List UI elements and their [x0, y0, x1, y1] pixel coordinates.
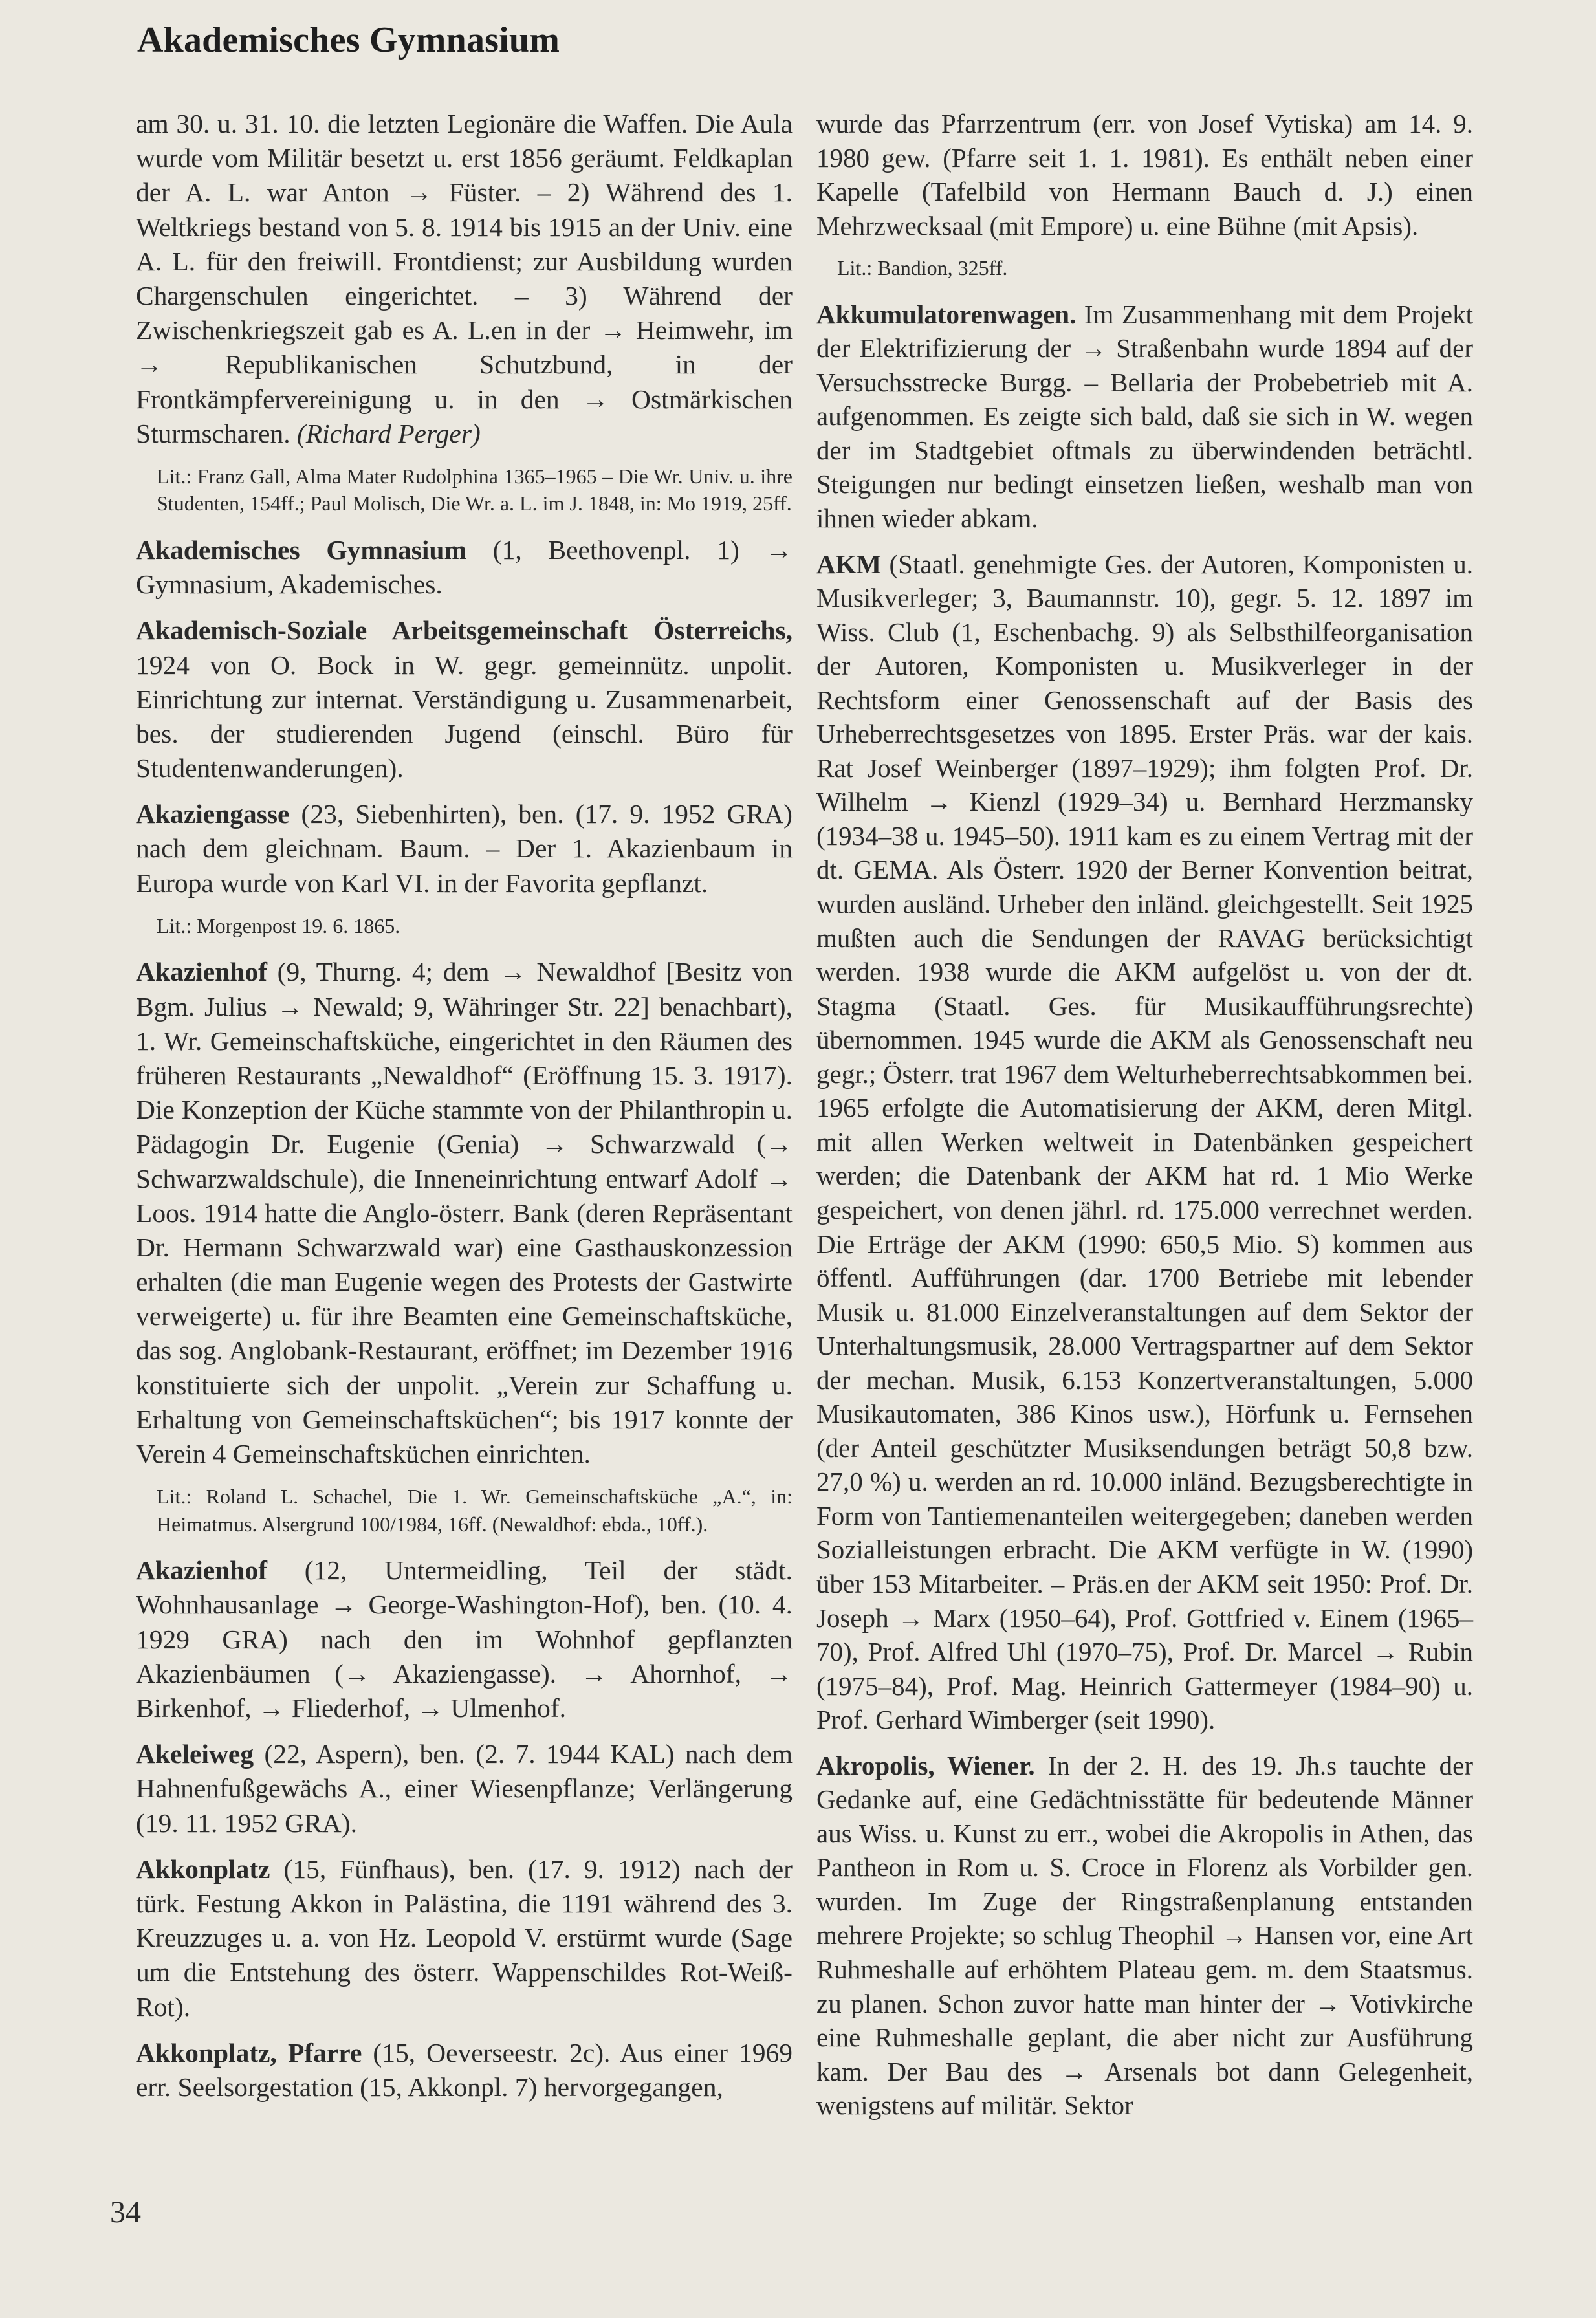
- literature-reference: Lit.: Bandion, 325ff.: [837, 256, 1008, 280]
- entry-akeleiweg: [136, 1737, 793, 1841]
- entry-lemma: Akademisch-Soziale Arbeitsgemeinschaft Österreichs,: [136, 615, 793, 646]
- entry-akkumulatorenwagen: [816, 298, 1473, 536]
- entry-akkonplatz: [136, 1852, 793, 2024]
- entry-lemma: Akazienhof: [136, 957, 267, 987]
- entry-akademisches-gymnasium: [136, 533, 793, 602]
- entry-lemma: Akkumulatorenwagen.: [816, 299, 1077, 329]
- entry-text: (23, Siebenhirten), ben. (17. 9. 1952 GRA) nach dem gleichnam. Baum. – Der 1. Akazienbaum in Europa wurde von Karl VI. in der Favorita gepflanzt.: [136, 799, 793, 898]
- entry-author: (Richard Perger): [296, 418, 481, 448]
- entry-text: (Staatl. genehmigte Ges. der Autoren, Komponisten u. Musikverleger; 3, Baumannstr. 10), gegr. 5. 12. 1897 im Wiss. Club (1, Eschenbachg. 9) als Selbsthilfeorganisation der Autoren, Komponisten u. Musikverleger in der Rechtsform einer Genossenschaft auf der Basis des Urheberrechtsgesetzes von 1895. Erster Präs. war der kais. Rat Josef Weinberger (1897–1929); ihm folgten Prof. Dr. Wilhelm → Kienzl (1929–34) u. Bernhard Herzmansky (1934–38 u. 1945–50). 1911 kam es zu einem Vertrag mit der dt. GEMA. Als Österr. 1920 der Berner Konvention beitrat, wurden ausländ. Urheber den inländ. gleichgestellt. Seit 1925 mußten auch die Sendungen der RAVAG berücksichtigt werden. 1938 wurde die AKM aufgelöst u. von der dt. Stagma (Staatl. Ges. für Musikaufführungsrechte) übernommen. 1945 wurde die AKM als Genossenschaft neu gegr.; Österr. trat 1967 dem Welturheberrechtsabkommen bei. 1965 erfolgte die Automatisierung der AKM, deren Mitgl. mit allen Werken weltweit in Datenbänken gespeichert werden; die Datenbank der AKM hat rd. 1 Mio Werke gespeichert, von denen jährl. rd. 175.000 verrechnet werden. Die Erträge der AKM (1990: 650,5 Mio. S) kommen aus öffentl. Aufführungen (dar. 1700 Betriebe mit lebender Musik u. 81.000 Einzelveranstaltungen auf dem Sektor der Unterhaltungsmusik, 28.000 Vertragspartner auf dem Sektor der mechan. Musik, 6.153 Konzertveranstaltungen, 5.000 Musikautomaten, 386 Kinos usw.), Hörfunk u. Fernsehen (der Anteil geschützter Musiksendungen beträgt 50,8 bzw. 27,0 %) u. werden an rd. 10.000 inländ. Bezugsberechtigte in Form von Tantiemenanteilen weitergegeben; daneben werden Sozialleistungen erbracht. Die AKM verfügte in W. (1990) über 153 Mitarbeiter. – Präs.en der AKM seit 1950: Prof. Dr. Joseph → Marx (1950–64), Prof. Gottfried v. Einem (1965–70), Prof. Alfred Uhl (1970–75), Prof. Dr. Marcel → Rubin (1975–84), Prof. Mag. Heinrich Gattermeyer (1984–90) u. Prof. Gerhard Wimberger (seit 1990).: [816, 549, 1473, 1735]
- entry-text: Im Zusammenhang mit dem Projekt der Elektrifizierung der → Straßenbahn wurde 1894 auf der Versuchsstrecke Burgg. – Bellaria der Probebetrieb mit A. aufgenommen. Es zeigte sich bald, daß sie sich in W. wegen der im Stadtgebiet oftmals zu überwindenden beträchtl. Steigungen nur bedingt einsetzen ließen, weshalb man von ihnen wieder abkam.: [816, 299, 1473, 534]
- entry-akaziengasse: [136, 797, 793, 901]
- entry-text: (12, Untermeidling, Teil der städt. Wohnhausanlage → George-Washington-Hof), ben. (10. 4. 1929 GRA) nach den im Wohnhof gepflanzten Akazienbäumen (→ Akaziengasse). → Ahornhof, → Birkenhof, → Fliederhof, → Ulmenhof.: [136, 1555, 793, 1723]
- entry-akazienhof-12: [136, 1553, 793, 1725]
- continued-entry-text: wurde das Pfarrzentrum (err. von Josef Vytiska) am 14. 9. 1980 gew. (Pfarre seit 1. 1. 1981). Es enthält neben einer Kapelle (Tafelbild von Hermann Bauch d. J.) einen Mehrzwecksaal (mit Empore) u. eine Bühne (mit Apsis).: [816, 109, 1473, 241]
- entry-text: (9, Thurng. 4; dem → Newaldhof [Besitz von Bgm. Julius → Newald; 9, Währinger Str. 22] benachbart), 1. Wr. Gemeinschaftsküche, eingerichtet in den Räumen des früheren Restaurants „Newaldhof“ (Eröffnung 15. 3. 1917). Die Konzeption der Küche stammte von der Philanthropin u. Pädagogin Dr. Eugenie (Genia) → Schwarzwald (→ Schwarzwaldschule), die Inneneinrichtung entwarf Adolf → Loos. 1914 hatte die Anglo-österr. Bank (deren Repräsentant Dr. Hermann Schwarzwald war) eine Gasthauskonzession erhalten (die man Eugenie wegen des Protests der Gastwirte verweigerte) u. für ihre Beamten eine Gemeinschaftsküche, das sog. Anglobank-Restaurant, eröffnet; im Dezember 1916 konstituierte sich der unpolit. „Verein zur Schaffung u. Erhaltung von Gemeinschaftsküchen“; bis 1917 konnte der Verein 4 Gemeinschaftsküchen einrichten.: [136, 957, 793, 1469]
- entry-akropolis-wiener: [816, 1749, 1473, 2123]
- continued-entry-text: [136, 107, 793, 451]
- entry-akademisch-soziale-arbeitsgemeinschaft: [136, 613, 793, 785]
- entry-text: (22, Aspern), ben. (2. 7. 1944 KAL) nach dem Hahnenfußgewächs A., einer Wiesenpflanze; Verlängerung (19. 11. 1952 GRA).: [136, 1739, 793, 1838]
- entry-lemma: Akazienhof: [136, 1555, 267, 1586]
- entry-text: (15, Oeverseestr. 2c). Aus einer 1969 err. Seelsorgestation (15, Akkonpl. 7) hervorgegangen,: [136, 2037, 793, 2102]
- entry-lemma: Akkonplatz, Pfarre: [136, 2037, 362, 2068]
- entry-lemma: AKM: [816, 549, 882, 579]
- entry-text: 1924 von O. Bock in W. gegr. gemeinnütz. unpolit. Einrichtung zur internat. Verständigung u. Zusammenarbeit, bes. der studierenden Jugend (einschl. Büro für Studentenwanderungen).: [136, 650, 793, 783]
- page-number: 34: [110, 2195, 141, 2229]
- entry-lemma: Akkonplatz: [136, 1853, 270, 1884]
- entry-text: am 30. u. 31. 10. die letzten Legionäre die Waffen. Die Aula wurde vom Militär besetzt u. erst 1856 geräumt. Feldkaplan der A. L. war Anton → Füster. – 2) Während des 1. Weltkriegs bestand von 5. 8. 1914 bis 1915 an der Univ. eine A. L. für den freiwill. Frontdienst; zur Ausbildung wurden Chargenschulen eingerichtet. – 3) Während der Zwischenkriegszeit gab es A. L.en in der → Heimwehr, im → Republikanischen Schutzbund, in der Frontkämpfervereinigung u. in den → Ostmärkischen Sturmscharen.: [136, 109, 793, 448]
- entry-lemma: Akademisches Gymnasium: [136, 534, 467, 565]
- entry-lemma: Akeleiweg: [136, 1739, 254, 1769]
- left-column: [136, 107, 793, 2116]
- entry-text: (1, Beethovenpl. 1) → Gymnasium, Akademisches.: [136, 534, 793, 600]
- literature-reference: Lit.: Franz Gall, Alma Mater Rudolphina 1365–1965 – Die Wr. Univ. u. ihre Studenten, 154ff.; Paul Molisch, Die Wr. a. L. im J. 1848, in: Mo 1919, 25ff.: [157, 464, 793, 516]
- entry-lemma: Akropolis, Wiener.: [816, 1750, 1035, 1780]
- entry-akazienhof-9: [136, 955, 793, 1471]
- entry-text: (15, Fünfhaus), ben. (17. 9. 1912) nach der türk. Festung Akkon in Palästina, die 1191 während des 3. Kreuzzuges u. a. von Hz. Leopold V. erstürmt wurde (Sage um die Entstehung des österr. Wappenschildes Rot-Weiß-Rot).: [136, 1853, 793, 2022]
- literature-reference: Lit.: Roland L. Schachel, Die 1. Wr. Gemeinschaftsküche „A.“, in: Heimatmus. Alsergrund 100/1984, 16ff. (Newaldhof: ebda., 10ff.).: [157, 1485, 793, 1536]
- literature-reference: Lit.: Morgenpost 19. 6. 1865.: [157, 913, 400, 937]
- entry-akkonplatz-pfarre: [136, 2036, 793, 2105]
- running-head: Akademisches Gymnasium: [137, 20, 560, 60]
- right-column: [816, 107, 1473, 2134]
- entry-text: In der 2. H. des 19. Jh.s tauchte der Gedanke auf, eine Gedächtnisstätte für bedeutende Männer aus Wiss. u. Kunst zu err., wobei die Akropolis in Athen, das Pantheon in Rom u. S. Croce in Florenz als Vorbilder gen. wurden. Im Zuge der Ringstraßenplanung entstanden mehrere Projekte; so schlug Theophil → Hansen vor, eine Art Ruhmeshalle auf erhöhtem Plateau gem. m. dem Staatsmus. zu planen. Schon zuvor hatte man hinter der → Votivkirche eine Ruhmeshalle geplant, die aber nicht zur Ausführung kam. Der Bau des → Arsenals bot dann Gelegenheit, wenigstens auf militär. Sektor: [816, 1750, 1474, 2121]
- entry-akm: [816, 547, 1473, 1737]
- entry-lemma: Akaziengasse: [136, 799, 290, 829]
